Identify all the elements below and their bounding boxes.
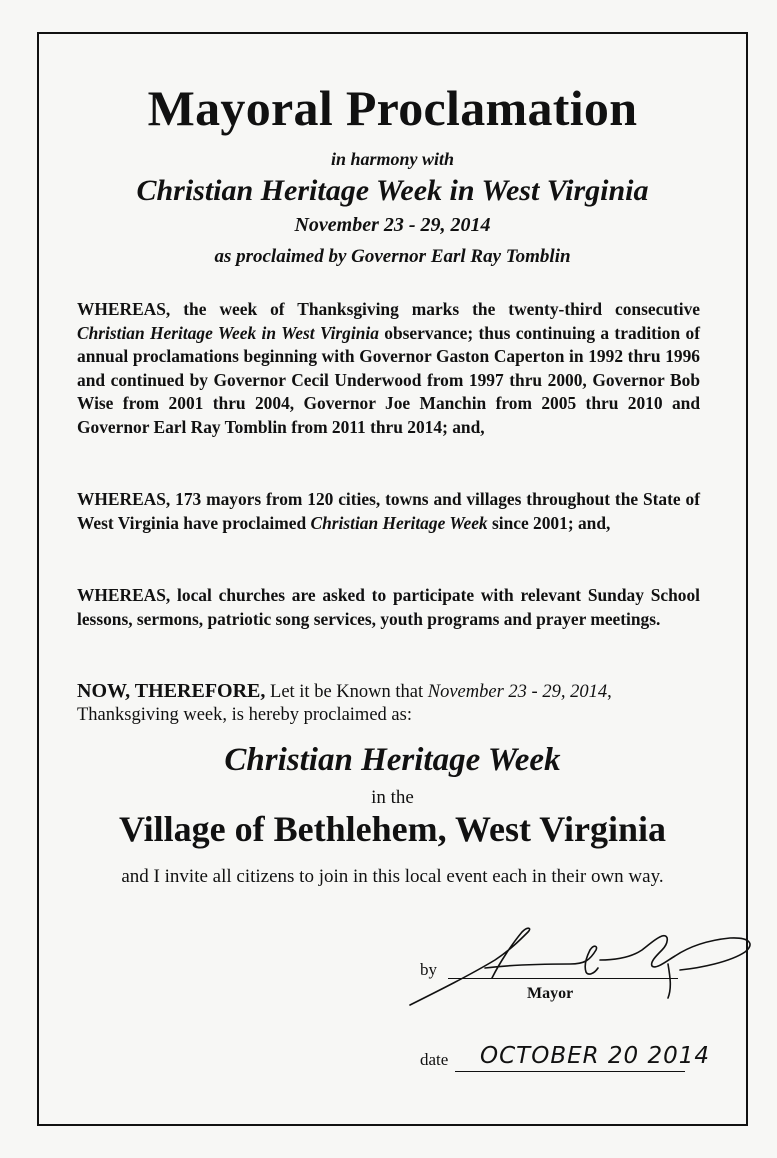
paragraph-text: since 2001; and,	[487, 512, 611, 533]
by-label: by	[420, 960, 437, 979]
whereas-lead: WHEREAS,	[77, 489, 171, 509]
paragraph-text: observance; thus continuing a tradition of annual proclamations beginning with Governor Gaston Caperton in 1992 thru 1996 and continued by Governor Cecil Underwood from 1997 thru 2000, Governor Bob Wise from 2001 thru 2004, Governor Joe Manchin from 2005 thru 2010 and Governor Earl Ray Tomblin from 2011 thru 2014; and,	[77, 322, 700, 437]
in-harmony-line: in harmony with	[330, 149, 455, 169]
paragraph-italic: Christian Heritage Week	[310, 512, 488, 533]
therefore-lead: NOW, THEREFORE,	[77, 680, 266, 702]
village-name: Village of Bethlehem, West Virginia	[119, 809, 666, 849]
whereas-lead: WHEREAS,	[77, 299, 171, 319]
paragraph-text: the week of Thanksgiving marks the twenty-third consecutive	[170, 299, 700, 319]
paragraph-italic: November 23 - 29, 2014	[427, 682, 608, 702]
page-title: Mayoral Proclamation	[147, 80, 638, 136]
paragraph-text: local churches are asked to participate with relevant Sunday School lessons, sermons, patriotic song services, youth programs and prayer meetings.	[77, 585, 700, 629]
whereas-paragraph-1	[77, 298, 700, 439]
event-dates: November 23 - 29, 2014	[294, 214, 491, 236]
whereas-paragraph-2	[77, 488, 700, 535]
event-name: Christian Heritage Week in West Virginia	[136, 174, 649, 207]
paragraph-text: , Thanksgiving week, is hereby proclaimed as:	[77, 682, 612, 725]
date-label: date	[420, 1050, 449, 1069]
date-line	[455, 1071, 685, 1072]
paragraph-text: 173 mayors from 120 cities, towns and villages throughout the State of West Virginia have proclaimed	[77, 489, 700, 533]
whereas-lead: WHEREAS,	[77, 585, 171, 605]
proclaimed-week: Christian Heritage Week	[224, 742, 561, 778]
signature-line	[448, 978, 678, 979]
whereas-paragraph-3	[77, 584, 700, 631]
therefore-paragraph	[77, 680, 700, 727]
paragraph-text: Let it be Known that	[265, 682, 428, 702]
invitation-line: and I invite all citizens to join in this local event each in their own way.	[121, 866, 664, 887]
paragraph-italic: Christian Heritage Week in West Virginia	[77, 322, 379, 343]
signer-title: Mayor	[527, 985, 574, 1002]
proclaimed-by-line: as proclaimed by Governor Earl Ray Tomblin	[214, 246, 571, 267]
signature-mark	[400, 920, 760, 1010]
in-the-line: in the	[371, 787, 414, 808]
date-value: OCTOBER 20 2014	[480, 1043, 711, 1069]
